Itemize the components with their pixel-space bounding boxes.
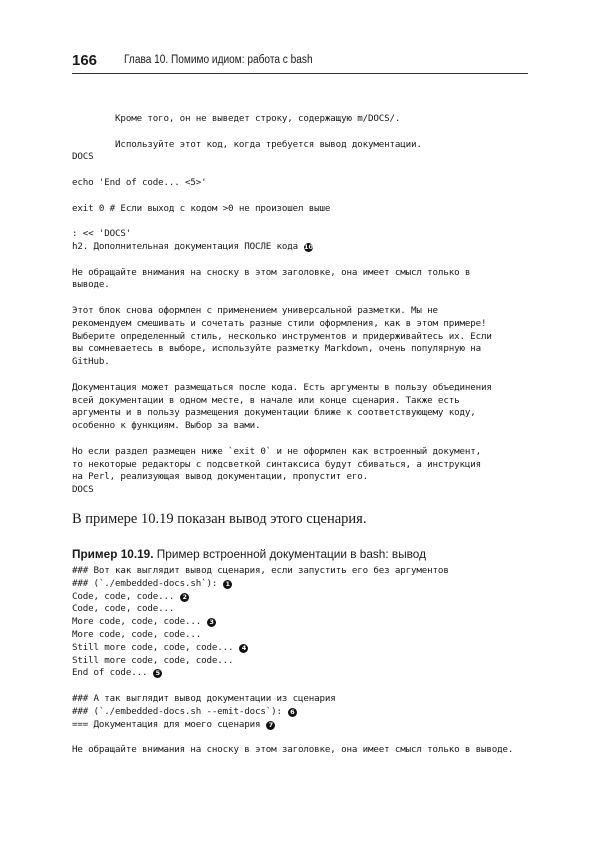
code-line-text: Code, code, code... (72, 590, 175, 602)
callout-marker: 3 (207, 618, 216, 627)
code-line-text: Кроме того, он не выведет строку, содержащую m/DOCS/. (72, 113, 401, 124)
code-line (72, 279, 492, 292)
code-line-text: Still more code, code, code... (72, 641, 234, 653)
code-line-text: то некоторые редакторы с подсветкой синтаксиса будут сбиваться, а инструкция (72, 458, 481, 470)
code-line (72, 655, 513, 668)
code-line (72, 446, 492, 459)
code-line (72, 331, 492, 344)
code-line (72, 126, 492, 139)
callout-marker: 2 (180, 593, 189, 602)
code-line (72, 731, 513, 744)
code-line (72, 407, 492, 420)
code-line (72, 629, 513, 642)
code-line-text: DOCS (72, 484, 94, 496)
code-line-text: выводе. (72, 279, 110, 291)
code-line-text: Code, code, code... (72, 603, 175, 615)
code-line (72, 151, 492, 164)
code-line (72, 642, 513, 655)
code-line-text: Используйте этот код, когда требуется вывод документации. (72, 138, 422, 150)
code-line (72, 177, 492, 190)
callout-marker: 5 (153, 669, 162, 678)
code-line (72, 603, 513, 616)
code-line (72, 164, 492, 177)
code-line-text: DOCS (72, 151, 94, 163)
code-line (72, 395, 492, 408)
code-line-text: ### Вот как выглядит вывод сценария, если запустить его без аргументов (72, 565, 449, 576)
code-line-text: More code, code, code... (72, 628, 202, 640)
code-line (72, 267, 492, 280)
code-line (72, 343, 492, 356)
code-line (72, 484, 492, 497)
code-line (72, 241, 492, 254)
code-line-text: === Документация для моего сценария (72, 718, 261, 730)
code-line (72, 113, 492, 126)
code-line-text: особенно к функциям. Выбор за вами. (72, 420, 261, 432)
code-line-text: h2. Дополнительная документация ПОСЛЕ кода (72, 240, 299, 252)
code-line (72, 215, 492, 228)
example-title: Пример встроенной документации в bash: вывод (153, 547, 426, 561)
code-line (72, 565, 513, 578)
code-line (72, 433, 492, 446)
code-line (72, 706, 513, 719)
code-line-text: Выберите определенный стиль, несколько инструментов и придерживайтесь их. Если (72, 330, 492, 342)
code-line-text: Не обращайте внимания на сноску в этом заголовке, она имеет смысл только в (72, 266, 471, 278)
body-paragraph: В примере 10.19 показан вывод этого сценария. (72, 511, 367, 527)
code-line (72, 693, 513, 706)
code-line-text: Документация может размещаться после кода. Есть аргументы в пользу объединения (72, 381, 492, 393)
code-line-text: ### (`./embedded-docs.sh`): (72, 577, 218, 589)
page-header (72, 52, 528, 74)
code-line (72, 420, 492, 433)
code-line-text: на Perl, реализующая вывод документации, пропустит его. (72, 471, 368, 483)
code-line (72, 305, 492, 318)
code-line (72, 578, 513, 591)
code-line (72, 719, 513, 732)
callout-marker: 10 (304, 242, 314, 251)
code-line-text: всей документации в одном месте, в начале или конце сценария. Также есть (72, 394, 460, 406)
header-rule (72, 73, 528, 74)
code-line (72, 459, 492, 472)
code-line (72, 591, 513, 604)
example-caption (72, 547, 426, 561)
callout-marker: 4 (239, 644, 248, 653)
code-listing-2 (72, 565, 513, 757)
code-line-text: Still more code, code, code... (72, 654, 234, 666)
code-line (72, 190, 492, 203)
example-label: Пример 10.19. (72, 547, 154, 561)
code-line-text: exit 0 # Если выход с кодом >0 не произошел выше (72, 202, 331, 214)
code-line (72, 680, 513, 693)
code-line-text: аргументы и в пользу размещения документации ближе к соответствующему коду, (72, 407, 476, 419)
code-line (72, 292, 492, 305)
callout-marker: 1 (223, 580, 232, 589)
code-line-text: вы сомневаетесь в выборе, используйте разметку Markdown, очень популярную на (72, 343, 481, 355)
code-line-text: Не обращайте внимания на сноску в этом заголовке, она имеет смысл только в выводе. (72, 744, 514, 756)
code-line-text: GitHub. (72, 356, 110, 368)
code-line (72, 203, 492, 216)
code-line-text: ### А так выглядит вывод документации из сценария (72, 692, 336, 704)
code-line-text: More code, code, code... (72, 616, 202, 628)
code-line-text: Этот блок снова оформлен с применением универсальной разметки. Мы не (72, 304, 438, 316)
code-line (72, 228, 492, 241)
page-number: 166 (72, 52, 98, 69)
code-line-text: End of code... (72, 667, 148, 679)
code-line-text: echo 'End of code... <5>' (72, 176, 207, 188)
code-line (72, 382, 492, 395)
code-line (72, 667, 513, 680)
code-line (72, 356, 492, 369)
code-line (72, 139, 492, 152)
code-line (72, 616, 513, 629)
code-line-text: ### (`./embedded-docs.sh --emit-docs`): (72, 705, 282, 717)
code-listing-1 (72, 113, 492, 497)
code-line (72, 254, 492, 267)
code-line (72, 318, 492, 331)
code-line-text: Но если раздел размещен ниже `exit 0` и не оформлен как встроенный документ, (72, 445, 481, 457)
code-line (72, 369, 492, 382)
running-title: Глава 10. Помимо идиом: работа с bash (124, 54, 313, 66)
code-line-text: рекомендуем смешивать и сочетать разные стили оформления, как в этом примере! (72, 317, 487, 329)
code-line (72, 744, 513, 757)
callout-marker: 6 (288, 708, 297, 717)
code-line-text: : << 'DOCS' (72, 228, 132, 240)
code-line (72, 471, 492, 484)
callout-marker: 7 (266, 721, 275, 730)
